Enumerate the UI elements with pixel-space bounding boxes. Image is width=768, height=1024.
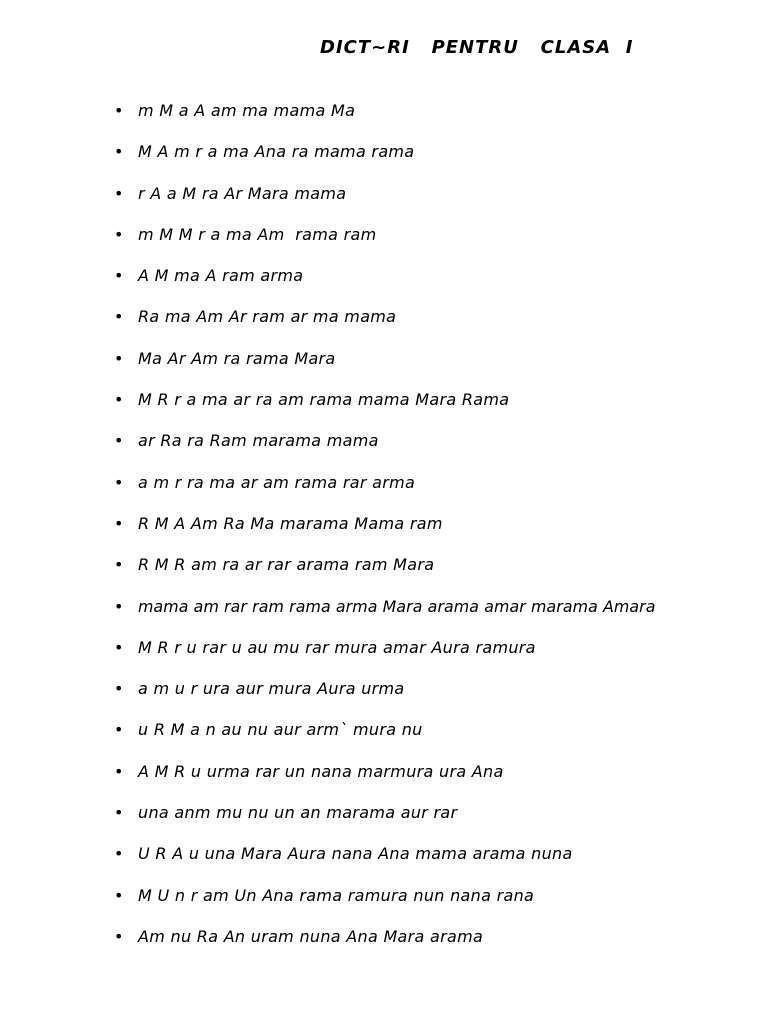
bullet-icon: • <box>114 761 124 781</box>
list-item <box>0 100 768 141</box>
dictation-line: r A a M ra Ar Mara mama <box>138 183 347 203</box>
dictation-line: Ma Ar Am ra rama Mara <box>138 348 336 368</box>
list-item <box>0 678 768 719</box>
dictation-line: una anm mu nu un an marama aur rar <box>138 803 458 823</box>
list-item <box>0 389 768 430</box>
bullet-icon: • <box>114 637 124 657</box>
dictation-line: R M A Am Ra Ma marama Mama ram <box>138 513 443 533</box>
dictation-line: U R A u una Mara Aura nana Ana mama arama nuna <box>138 844 573 864</box>
list-item <box>0 224 768 265</box>
list-item <box>0 596 768 637</box>
bullet-icon: • <box>114 679 124 699</box>
bullet-icon: • <box>114 513 124 533</box>
dictation-line: m M a A am ma mama Ma <box>138 101 356 120</box>
dictation-line: Ra ma Am Ar ram ar ma mama <box>138 307 397 327</box>
bullet-icon: • <box>114 844 124 864</box>
dictation-line: M U n r am Un Ana rama ramura nun nana rana <box>138 885 535 905</box>
bullet-icon: • <box>114 596 124 616</box>
bullet-icon: • <box>114 183 124 203</box>
dictation-line: ar Ra ra Ram marama mama <box>138 431 379 451</box>
page-title: DICT~RI PENTRU CLASA I <box>320 37 634 58</box>
dictation-line: a m u r ura aur mura Aura urma <box>138 679 405 699</box>
bullet-icon: • <box>114 803 124 823</box>
dictation-line: u R M a n au nu aur arm` mura nu <box>138 720 423 740</box>
bullet-icon: • <box>114 472 124 492</box>
bullet-icon: • <box>114 885 124 905</box>
dictation-line: m M M r a ma Am rama ram <box>138 224 377 244</box>
dictation-line: M A m r a ma Ana ra mama rama <box>138 142 415 162</box>
dictation-line: M R r u rar u au mu rar mura amar Aura ramura <box>138 637 536 657</box>
dictation-line: A M ma A ram arma <box>138 266 304 286</box>
list-item <box>0 141 768 182</box>
bullet-icon: • <box>114 307 124 327</box>
bullet-icon: • <box>114 555 124 575</box>
dictation-line: A M R u urma rar un nana marmura ura Ana <box>138 761 504 781</box>
list-item <box>0 719 768 760</box>
bullet-icon: • <box>114 390 124 410</box>
list-item <box>0 926 768 967</box>
dictation-list <box>0 100 768 967</box>
bullet-icon: • <box>114 431 124 451</box>
bullet-icon: • <box>114 142 124 162</box>
dictation-line: R M R am ra ar rar arama ram Mara <box>138 555 435 575</box>
list-item <box>0 472 768 513</box>
list-item <box>0 306 768 347</box>
list-item <box>0 637 768 678</box>
list-item <box>0 554 768 595</box>
dictation-line: M R r a ma ar ra am rama mama Mara Rama <box>138 390 510 410</box>
list-item <box>0 348 768 389</box>
dictation-line: mama am rar ram rama arma Mara arama amar marama Amara <box>138 596 656 616</box>
bullet-icon: • <box>114 101 124 120</box>
list-item <box>0 430 768 471</box>
list-item <box>0 885 768 926</box>
bullet-icon: • <box>114 266 124 286</box>
bullet-icon: • <box>114 348 124 368</box>
list-item <box>0 183 768 224</box>
list-item <box>0 843 768 884</box>
list-item <box>0 761 768 802</box>
list-item <box>0 513 768 554</box>
dictation-line: a m r ra ma ar am rama rar arma <box>138 472 416 492</box>
dictation-line: Am nu Ra An uram nuna Ana Mara arama <box>138 926 484 946</box>
bullet-icon: • <box>114 720 124 740</box>
list-item <box>0 802 768 843</box>
bullet-icon: • <box>114 926 124 946</box>
list-item <box>0 265 768 306</box>
bullet-icon: • <box>114 224 124 244</box>
